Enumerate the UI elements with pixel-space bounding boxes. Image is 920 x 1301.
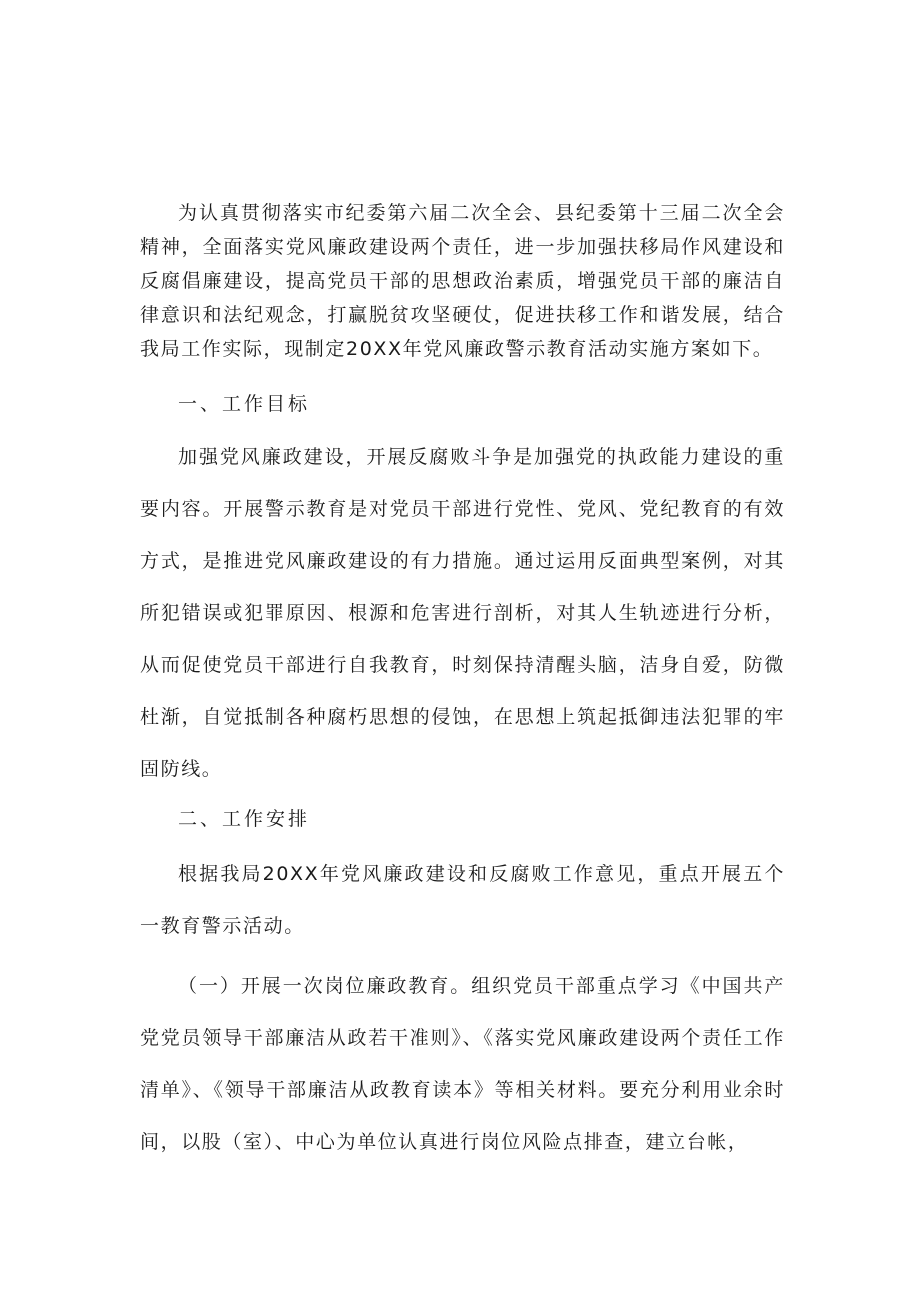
section-heading-arrangements: 二、工作安排 <box>178 808 311 830</box>
document-body <box>140 196 785 1168</box>
section-heading-goals: 一、工作目标 <box>178 393 311 415</box>
activity-one-paragraph: （一）开展一次岗位廉政教育。组织党员干部重点学习《中国共产党党员领导干部廉洁从政若干准则》、《落实党风廉政建设两个责任工作清单》、《领导干部廉洁从政教育读本》等相关材料。要充分利用业余时间，以股（室）、中心为单位认真进行岗位风险点排查，建立台帐， <box>140 975 785 1153</box>
arrangements-paragraph: 根据我局20XX年党风廉政建设和反腐败工作意见，重点开展五个一教育警示活动。 <box>140 863 785 937</box>
goals-paragraph: 加强党风廉政建设，开展反腐败斗争是加强党的执政能力建设的重要内容。开展警示教育是对党员干部进行党性、党风、党纪教育的有效方式，是推进党风廉政建设的有力措施。通过运用反面典型案例，对其所犯错误或犯罪原因、根源和危害进行剖析，对其人生轨迹进行分析，从而促使党员干部进行自我教育，时刻保持清醒头脑，洁身自爱，防微杜渐，自觉抵制各种腐朽思想的侵蚀，在思想上筑起抵御违法犯罪的牢固防线。 <box>140 446 785 780</box>
intro-paragraph: 为认真贯彻落实市纪委第六届二次全会、县纪委第十三届二次全会精神，全面落实党风廉政建设两个责任，进一步加强扶移局作风建设和反腐倡廉建设，提高党员干部的思想政治素质，增强党员干部的廉洁自律意识和法纪观念，打赢脱贫攻坚硬仗，促进扶移工作和谐发展，结合我局工作实际，现制定20XX年党风廉政警示教育活动实施方案如下。 <box>140 202 785 360</box>
